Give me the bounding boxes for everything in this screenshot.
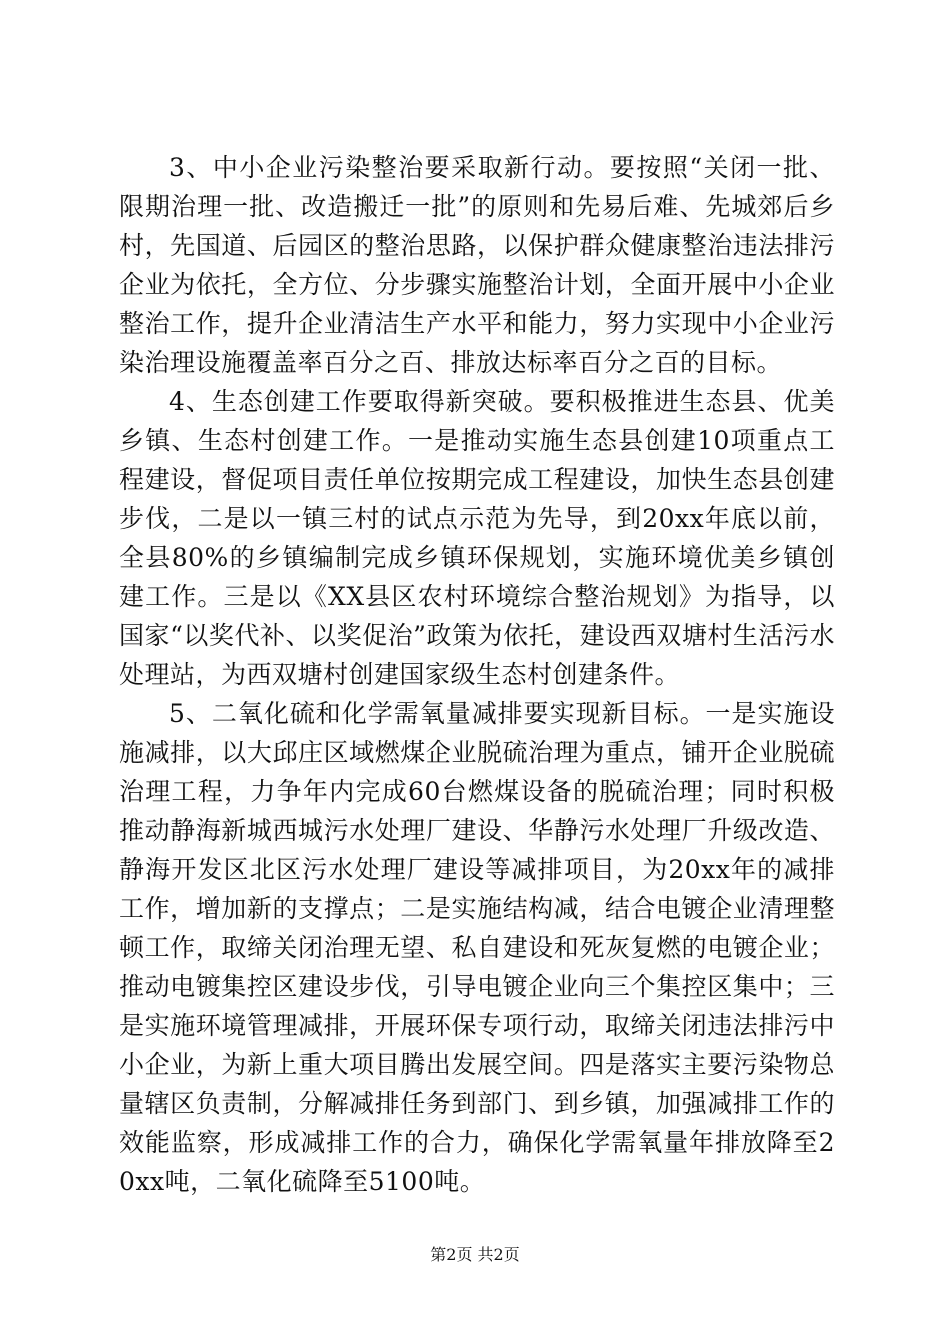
page-footer [0,1245,950,1265]
paragraph-ecological-construction: 4、生态创建工作要取得新突破。要积极推进生态县、优美乡镇、生态村创建工作。一是推动实施生态县创建10项重点工程建设，督促项目责任单位按期完成工程建设，加快生态县创建步伐，二是以一镇三村的试点示范为先导，到20xx年底以前，全县80%的乡镇编制完成乡镇环保规划，实施环境优美乡镇创建工作。三是以《XX县区农村环境综合整治规划》为指导，以国家“以奖代补、以奖促治”政策为依托，建设西双塘村生活污水处理站，为西双塘村创建国家级生态村创建条件。 [119,387,835,689]
page-number: 第2页 共2页 [430,1245,520,1264]
document-body [119,148,835,1201]
paragraph-sme-pollution: 3、中小企业污染整治要采取新行动。要按照“关闭一批、限期治理一批、改造搬迁一批”的原则和先易后难、先城郊后乡村，先国道、后园区的整治思路，以保护群众健康整治违法排污企业为依托，全方位、分步骤实施整治计划，全面开展中小企业整治工作，提升企业清洁生产水平和能力，努力实现中小企业污染治理设施覆盖率百分之百、排放达标率百分之百的目标。 [119,153,835,377]
paragraph-emission-reduction: 5、二氧化硫和化学需氧量减排要实现新目标。一是实施设施减排，以大邱庄区域燃煤企业脱硫治理为重点，铺开企业脱硫治理工程，力争年内完成60台燃煤设备的脱硫治理；同时积极推动静海新城西城污水处理厂建设、华静污水处理厂升级改造、静海开发区北区污水处理厂建设等减排项目，为20xx年的减排工作，增加新的支撑点；二是实施结构减，结合电镀企业清理整顿工作，取缔关闭治理无望、私自建设和死灰复燃的电镀企业；推动电镀集控区建设步伐，引导电镀企业向三个集控区集中；三是实施环境管理减排，开展环保专项行动，取缔关闭违法排污中小企业，为新上重大项目腾出发展空间。四是落实主要污染物总量辖区负责制，分解减排任务到部门、到乡镇，加强减排工作的效能监察，形成减排工作的合力，确保化学需氧量年排放降至20xx吨，二氧化硫降至5100吨。 [119,699,835,1196]
